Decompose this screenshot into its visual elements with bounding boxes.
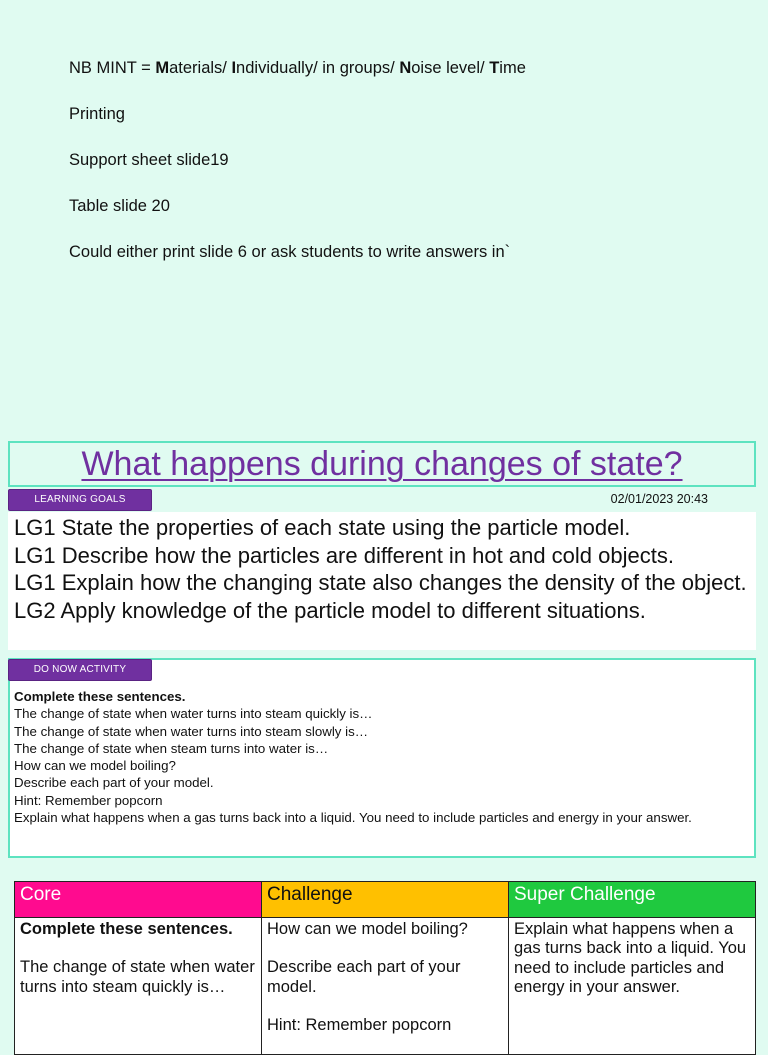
learning-goal: LG1 Explain how the changing state also changes the density of the object. (14, 570, 747, 595)
mint-initial-t: T (489, 59, 500, 77)
slide-title-box (8, 441, 756, 487)
challenge-cell (262, 918, 509, 1055)
do-now-line: The change of state when steam turns into water is… (14, 740, 329, 756)
core-cell (15, 918, 262, 1055)
learning-goals-tag: LEARNING GOALS (8, 489, 152, 511)
do-now-line: Explain what happens when a gas turns back into a liquid. You need to include particles and energy in your answer. (14, 810, 692, 826)
learning-goal: LG2 Apply knowledge of the particle model to different situations. (14, 597, 646, 623)
mint-note (69, 58, 526, 78)
do-now-line: Describe each part of your model. (14, 775, 214, 791)
super-challenge-text: Explain what happens when a gas turns back into a liquid. You need to include particles and energy in your answer. (514, 920, 747, 996)
learning-goal: LG1 Describe how the particles are different in hot and cold objects. (14, 542, 674, 568)
do-now-line: How can we model boiling? (14, 758, 176, 774)
challenge-line: Hint: Remember popcorn (267, 1015, 452, 1034)
speaker-notes (69, 58, 526, 288)
header-super-challenge: Super Challenge (509, 882, 756, 918)
super-challenge-cell (509, 918, 756, 1055)
do-now-line: The change of state when water turns into steam quickly is… (14, 706, 373, 722)
note-line: Printing (69, 105, 125, 123)
do-now-heading: Complete these sentences. (14, 689, 186, 704)
slide-datetime: 02/01/2023 20:43 (610, 492, 708, 506)
do-now-box (8, 658, 756, 858)
mint-initial-n: N (399, 59, 412, 77)
do-now-tag: DO NOW ACTIVITY (8, 659, 152, 681)
table-header-row (15, 882, 756, 918)
do-now-line: The change of state when water turns into steam slowly is… (14, 723, 369, 739)
challenge-line: Describe each part of your model. (267, 958, 461, 996)
slide-title: What happens during changes of state? (81, 445, 683, 483)
mint-initial-m: M (155, 59, 170, 77)
note-line: Support sheet slide19 (69, 151, 229, 169)
mint-rest-t: ime (499, 59, 526, 77)
mint-rest-n: oise level/ (411, 59, 490, 77)
table-row (15, 918, 756, 1055)
mint-prefix: NB MINT = (69, 59, 156, 77)
note-line: Could either print slide 6 or ask students to write answers in` (69, 243, 511, 261)
challenge-line: How can we model boiling? (267, 920, 468, 938)
header-challenge: Challenge (262, 882, 509, 918)
mint-initial-i: I (231, 59, 237, 77)
mint-rest-m: aterials/ (169, 59, 232, 77)
header-core: Core (15, 882, 262, 918)
mint-rest-i: ndividually/ in groups/ (236, 59, 400, 77)
core-text: The change of state when water turns into steam quickly is… (20, 958, 255, 996)
task-table (14, 881, 756, 1055)
learning-goals-list (8, 512, 756, 650)
do-now-line: Hint: Remember popcorn (14, 792, 163, 808)
core-heading: Complete these sentences. (20, 920, 233, 938)
learning-goal: LG1 State the properties of each state using the particle model. (14, 515, 631, 540)
note-line: Table slide 20 (69, 197, 170, 215)
